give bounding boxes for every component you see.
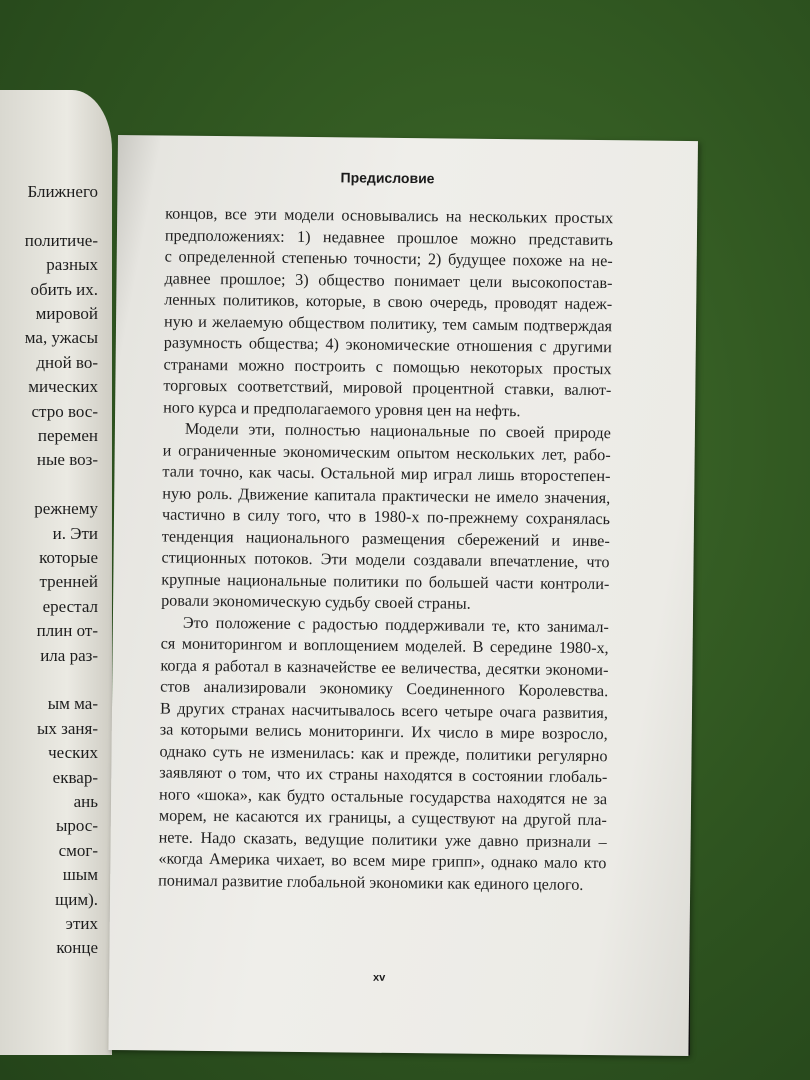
left-page-line: Ближнего xyxy=(27,182,98,201)
left-page-line: мических xyxy=(28,377,98,397)
text-line: Это положение с радостью поддерживали те, кто занимал- xyxy=(182,613,609,636)
left-page-line: еквар- xyxy=(52,767,98,787)
left-page-line: ых заня- xyxy=(36,718,98,738)
left-page-line: которые xyxy=(39,548,98,567)
right-page xyxy=(108,135,698,1056)
paragraph xyxy=(158,612,609,896)
text-line: разумность общества; 4) экономические отношения с другими xyxy=(163,333,612,357)
left-page-line: дной во- xyxy=(36,352,98,372)
left-page-line: разных xyxy=(46,255,98,275)
text-line: ся мониторингом и воплощением моделей. В середине 1980-х, xyxy=(160,634,609,658)
text-line: с определенной степенью точности; 2) будущее похоже на не- xyxy=(164,247,613,271)
text-line: когда я работал в казначействе ее величества, десятки экономи- xyxy=(160,655,609,679)
text-line: давнее прошлое; 3) общество понимает цели высокопостав- xyxy=(164,268,613,292)
left-page-line: плин от- xyxy=(36,621,98,641)
text-line: ного курса и предполагаемого уровня цен на нефть. xyxy=(163,397,521,420)
text-line: Модели эти, полностью национальные по своей природе xyxy=(184,419,611,443)
text-line: концов, все эти модели основывались на нескольких простых xyxy=(165,204,614,228)
left-page-line: щим). xyxy=(55,889,98,909)
left-page-line: ырос- xyxy=(55,816,98,836)
left-page-line: ила раз- xyxy=(40,645,98,665)
left-page xyxy=(0,90,112,1055)
text-line: ную роль. Движение капитала практически не имело значения, xyxy=(162,483,611,507)
left-page-line: ым ма- xyxy=(47,694,98,714)
left-page-line: шым xyxy=(62,865,98,885)
text-line: стов анализировали экономику Соединенного Королевства. xyxy=(160,677,609,701)
left-page-line: тренней xyxy=(39,572,98,592)
left-page-line: этих xyxy=(65,914,98,933)
text-line: странами можно построить с помощью некоторых простых xyxy=(163,354,612,378)
left-page-line: конце xyxy=(56,938,98,958)
text-line: крупные национальные политики по большей части контроли- xyxy=(161,569,610,593)
text-line: нете. Надо сказать, ведущие политики уже давно признали – xyxy=(158,827,607,851)
page-body xyxy=(158,203,613,896)
paragraph xyxy=(163,203,613,423)
running-header: Предисловие xyxy=(340,169,435,187)
text-line: однако суть не изменилась: как и прежде, политики регулярно xyxy=(159,741,608,765)
left-page-line: режнему xyxy=(34,499,98,519)
text-line: тали точно, как часы. Остальной мир играл лишь второстепен- xyxy=(162,462,611,486)
text-line: заявляют о том, что их страны находятся в состоянии глобаль- xyxy=(159,763,608,787)
text-line: морем, не касаются их границы, а существуют на другой пла- xyxy=(158,806,607,830)
left-page-line: мировой xyxy=(35,304,98,323)
text-line: В других странах насчитывалось всего четыре очага развития, xyxy=(159,698,609,722)
text-line: ного «шока», как будто остальные государства находятся не за xyxy=(159,784,608,808)
left-page-line: ань xyxy=(73,792,98,811)
text-line: тенденция национального размещения сбережений и инве- xyxy=(161,526,610,550)
left-page-line: и. Эти xyxy=(52,523,98,543)
page-number: xv xyxy=(373,971,386,984)
text-line: стиционных потоков. Эти модели создавали впечатление, что xyxy=(161,548,610,572)
text-line: ровали экономическую судьбу своей страны. xyxy=(161,591,471,613)
left-page-line: политиче- xyxy=(24,230,98,250)
left-page-line: обить их. xyxy=(30,279,98,299)
text-line: ленных политиков, которые, в свою очередь, проводят надеж- xyxy=(164,290,613,314)
text-line: «когда Америка чихает, во всем мире грипп», однако мало кто xyxy=(158,849,607,873)
text-line: частично в силу того, что в 1980-х по-прежнему сохранялась xyxy=(161,505,611,529)
left-page-line: ма, ужасы xyxy=(24,328,98,348)
left-page-line: смог- xyxy=(58,840,98,860)
left-page-line: стро вос- xyxy=(31,401,98,421)
text-line: понимал развитие глобальной экономики как единого целого. xyxy=(158,870,584,894)
text-line: за которыми велись мониторинги. Их число в мире возросло, xyxy=(159,720,608,744)
left-page-line: ерестал xyxy=(42,596,98,616)
text-line: и ограниченные экономическим опытом нескольких лет, рабо- xyxy=(162,440,611,464)
text-line: ную и желаемую обществом политику, тем самым подтверждая xyxy=(163,311,613,335)
left-page-line: перемен xyxy=(37,426,98,445)
paragraph xyxy=(161,418,611,616)
left-page-line: ческих xyxy=(48,743,98,763)
text-line: предположениях: 1) недавнее прошлое можно представить xyxy=(164,225,614,249)
left-page-line: ные воз- xyxy=(36,450,98,470)
text-line: торговых соответствий, мировой процентной ставки, валют- xyxy=(163,376,612,400)
